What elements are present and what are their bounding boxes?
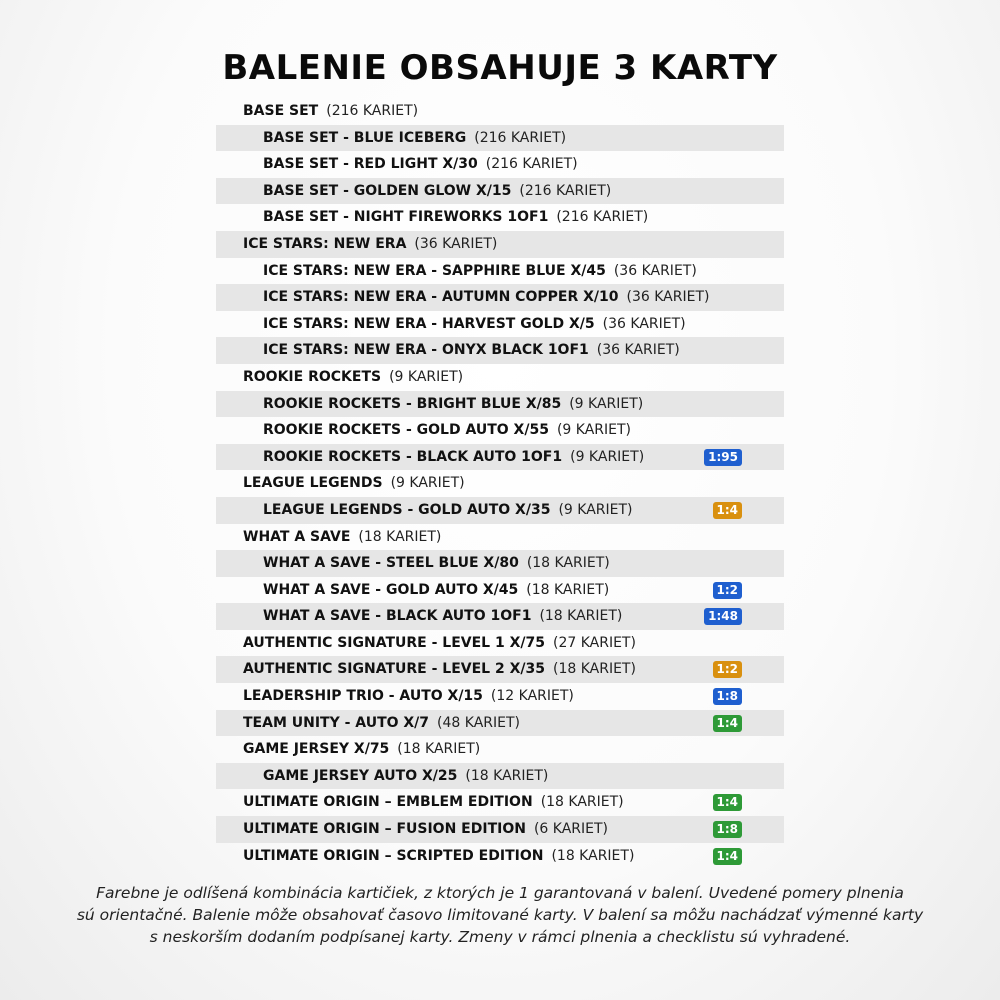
list-item bbox=[216, 98, 784, 125]
item-count: (36 KARIET) bbox=[602, 315, 686, 332]
item-name: AUTHENTIC SIGNATURE - LEVEL 1 X/75 bbox=[243, 634, 545, 651]
item-count: (216 KARIET) bbox=[326, 103, 419, 119]
list-item bbox=[216, 603, 784, 630]
item-count: (9 KARIET) bbox=[558, 501, 633, 518]
item-name: ICE STARS: NEW ERA - SAPPHIRE BLUE X/45 bbox=[263, 262, 606, 279]
odds-badge: 1:8 bbox=[713, 821, 743, 838]
item-count: (27 KARIET) bbox=[552, 634, 636, 651]
list-item bbox=[216, 656, 784, 683]
footer-line: Farebne je odlíšená kombinácia kartičiek, z ktorých je 1 garantovaná v balení. Uvedené pomery plnenia bbox=[96, 884, 904, 902]
item-name: GAME JERSEY AUTO X/25 bbox=[263, 767, 458, 784]
list-item bbox=[216, 550, 784, 577]
item-count: (18 KARIET) bbox=[526, 581, 610, 598]
item-count: (36 KARIET) bbox=[414, 235, 498, 252]
item-count: (18 KARIET) bbox=[551, 847, 635, 864]
item-count: (18 KARIET) bbox=[552, 661, 636, 678]
item-name: BASE SET - GOLDEN GLOW X/15 bbox=[263, 182, 512, 199]
list-item bbox=[216, 763, 784, 790]
list-item bbox=[216, 178, 784, 205]
list-item bbox=[216, 364, 784, 391]
item-count: (9 KARIET) bbox=[570, 448, 645, 465]
item-count: (216 KARIET) bbox=[519, 182, 612, 199]
item-count: (36 KARIET) bbox=[613, 262, 697, 279]
page-title: BALENIE OBSAHUJE 3 KARTY bbox=[222, 48, 778, 88]
item-name: WHAT A SAVE bbox=[243, 528, 351, 545]
item-name: ROOKIE ROCKETS - GOLD AUTO X/55 bbox=[263, 422, 549, 439]
item-name: WHAT A SAVE - BLACK AUTO 1OF1 bbox=[263, 608, 532, 625]
list-item bbox=[216, 258, 784, 285]
list-item bbox=[216, 736, 784, 763]
footer-note bbox=[40, 882, 960, 948]
list-item bbox=[216, 577, 784, 604]
odds-badge: 1:4 bbox=[713, 794, 743, 811]
odds-badge: 1:4 bbox=[713, 848, 743, 865]
item-count: (18 KARIET) bbox=[526, 555, 610, 572]
list-item bbox=[216, 843, 784, 870]
checklist bbox=[216, 98, 784, 869]
list-item bbox=[216, 497, 784, 524]
item-name: BASE SET - RED LIGHT X/30 bbox=[263, 156, 478, 173]
footer-line: s neskorším dodaním podpísanej karty. Zmeny v rámci plnenia a checklistu sú vyhradené. bbox=[149, 928, 851, 946]
item-name: ICE STARS: NEW ERA - HARVEST GOLD X/5 bbox=[263, 315, 595, 332]
item-count: (18 KARIET) bbox=[539, 608, 623, 625]
item-name: ICE STARS: NEW ERA - ONYX BLACK 1OF1 bbox=[263, 342, 589, 359]
item-name: LEAGUE LEGENDS bbox=[243, 475, 383, 492]
odds-badge: 1:95 bbox=[704, 449, 742, 466]
item-name: ULTIMATE ORIGIN – EMBLEM EDITION bbox=[243, 794, 533, 811]
odds-badge: 1:4 bbox=[713, 502, 743, 519]
item-name: ROOKIE ROCKETS - BRIGHT BLUE X/85 bbox=[263, 395, 562, 412]
item-name: ICE STARS: NEW ERA - AUTUMN COPPER X/10 bbox=[263, 289, 619, 306]
item-count: (18 KARIET) bbox=[397, 741, 481, 758]
item-count: (9 KARIET) bbox=[389, 368, 464, 385]
list-item bbox=[216, 524, 784, 551]
item-count: (216 KARIET) bbox=[485, 156, 578, 173]
item-name: TEAM UNITY - AUTO X/7 bbox=[243, 714, 430, 731]
item-count: (18 KARIET) bbox=[358, 528, 442, 545]
item-name: BASE SET - NIGHT FIREWORKS 1OF1 bbox=[263, 209, 549, 226]
list-item bbox=[216, 204, 784, 231]
item-name: LEADERSHIP TRIO - AUTO X/15 bbox=[243, 688, 483, 705]
item-name: BASE SET - BLUE ICEBERG bbox=[263, 129, 467, 146]
item-count: (9 KARIET) bbox=[390, 475, 465, 492]
item-count: (6 KARIET) bbox=[533, 821, 608, 838]
item-count: (48 KARIET) bbox=[437, 714, 521, 731]
item-count: (18 KARIET) bbox=[540, 794, 624, 811]
item-name: BASE SET bbox=[243, 103, 319, 119]
item-count: (36 KARIET) bbox=[626, 289, 710, 306]
list-item bbox=[216, 683, 784, 710]
item-name: LEAGUE LEGENDS - GOLD AUTO X/35 bbox=[263, 501, 551, 518]
item-name: ULTIMATE ORIGIN – SCRIPTED EDITION bbox=[243, 847, 544, 864]
item-name: AUTHENTIC SIGNATURE - LEVEL 2 X/35 bbox=[243, 661, 545, 678]
odds-badge: 1:4 bbox=[713, 715, 743, 732]
list-item bbox=[216, 284, 784, 311]
item-count: (216 KARIET) bbox=[556, 209, 649, 226]
list-item bbox=[216, 417, 784, 444]
odds-badge: 1:8 bbox=[713, 688, 743, 705]
item-count: (18 KARIET) bbox=[465, 767, 549, 784]
item-count: (9 KARIET) bbox=[569, 395, 644, 412]
item-name: WHAT A SAVE - STEEL BLUE X/80 bbox=[263, 555, 519, 572]
odds-badge: 1:2 bbox=[713, 582, 743, 599]
item-name: GAME JERSEY X/75 bbox=[243, 741, 390, 758]
list-item bbox=[216, 125, 784, 152]
list-item bbox=[216, 816, 784, 843]
list-item bbox=[216, 470, 784, 497]
odds-badge: 1:2 bbox=[713, 661, 743, 678]
list-item bbox=[216, 789, 784, 816]
item-name: ULTIMATE ORIGIN – FUSION EDITION bbox=[243, 821, 526, 838]
list-item bbox=[216, 630, 784, 657]
odds-badge: 1:48 bbox=[704, 608, 742, 625]
item-count: (12 KARIET) bbox=[490, 688, 574, 705]
list-item bbox=[216, 444, 784, 471]
footer-line: sú orientačné. Balenie môže obsahovať časovo limitované karty. V balení sa môžu nachádzať výmenné karty bbox=[76, 906, 924, 924]
item-name: ROOKIE ROCKETS - BLACK AUTO 1OF1 bbox=[263, 448, 563, 465]
list-item bbox=[216, 337, 784, 364]
item-count: (216 KARIET) bbox=[474, 129, 567, 146]
item-name: ICE STARS: NEW ERA bbox=[243, 235, 407, 252]
list-item bbox=[216, 710, 784, 737]
item-name: WHAT A SAVE - GOLD AUTO X/45 bbox=[263, 581, 519, 598]
item-count: (9 KARIET) bbox=[556, 422, 631, 439]
list-item bbox=[216, 231, 784, 258]
list-item bbox=[216, 311, 784, 338]
list-item bbox=[216, 391, 784, 418]
list-item bbox=[216, 151, 784, 178]
item-count: (36 KARIET) bbox=[596, 342, 680, 359]
item-name: ROOKIE ROCKETS bbox=[243, 368, 382, 385]
